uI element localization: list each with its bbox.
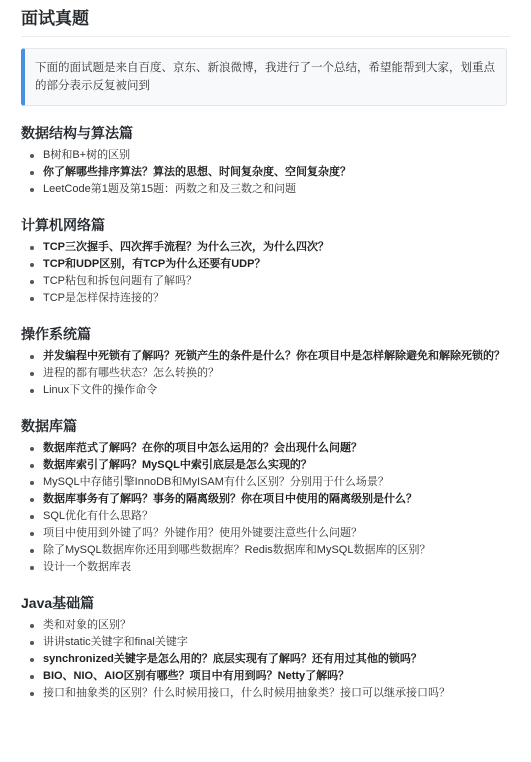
list-item: B树和B+树的区别 [43, 147, 510, 164]
notice-text: 下面的面试题是来自百度、京东、新浪微博，我进行了一个总结，希望能帮到大家，划重点的部分表示反复被问到 [35, 62, 495, 92]
list-item: 项目中使用到外键了吗？外键作用？使用外键要注意些什么问题？ [43, 525, 510, 542]
list-item: 类和对象的区别？ [43, 617, 510, 634]
question-list [21, 348, 510, 399]
section [21, 593, 510, 702]
list-item: TCP和UDP区别，有TCP为什么还要有UDP？ [43, 256, 510, 273]
list-item: SQL优化有什么思路？ [43, 508, 510, 525]
section-heading: 数据结构与算法篇 [21, 125, 133, 141]
list-item: TCP是怎样保持连接的？ [43, 290, 510, 307]
list-item: 并发编程中死锁有了解吗？死锁产生的条件是什么？你在项目中是怎样解除避免和解除死锁的？ [43, 348, 510, 365]
list-item: 设计一个数据库表 [43, 559, 510, 576]
notice-blockquote [21, 48, 507, 106]
list-item: MySQL中存储引擎InnoDB和MyISAM有什么区别？分别用于什么场景？ [43, 474, 510, 491]
question-list [21, 147, 510, 198]
list-item: synchronized关键字是怎么用的？底层实现有了解吗？还有用过其他的锁吗？ [43, 651, 510, 668]
list-item: Linux下文件的操作命令 [43, 382, 510, 399]
list-item: TCP粘包和拆包问题有了解吗？ [43, 273, 510, 290]
list-item: 进程的都有哪些状态？怎么转换的？ [43, 365, 510, 382]
list-item: 接口和抽象类的区别？什么时候用接口，什么时候用抽象类？接口可以继承接口吗？ [43, 685, 510, 702]
list-item: TCP三次握手、四次挥手流程？为什么三次，为什么四次？ [43, 239, 510, 256]
list-item: 数据库范式了解吗？在你的项目中怎么运用的？会出现什么问题？ [43, 440, 510, 457]
question-list [21, 239, 510, 307]
section-heading: 计算机网络篇 [21, 217, 105, 233]
section [21, 123, 510, 198]
list-item: 数据库事务有了解吗？事务的隔离级别？你在项目中使用的隔离级别是什么？ [43, 491, 510, 508]
list-item: LeetCode第1题及第15题：两数之和及三数之和问题 [43, 181, 510, 198]
sections-container [21, 123, 510, 702]
section-heading: 数据库篇 [21, 418, 77, 434]
list-item: BIO、NIO、AIO区别有哪些？项目中有用到吗？Netty了解吗？ [43, 668, 510, 685]
list-item: 除了MySQL数据库你还用到哪些数据库？Redis数据库和MySQL数据库的区别？ [43, 542, 510, 559]
page-title: 面试真题 [21, 8, 510, 37]
section-heading: Java基础篇 [21, 595, 95, 611]
section-heading: 操作系统篇 [21, 326, 91, 342]
section [21, 324, 510, 399]
section [21, 416, 510, 576]
question-list [21, 617, 510, 702]
question-list [21, 440, 510, 576]
list-item: 数据库索引了解吗？MySQL中索引底层是怎么实现的？ [43, 457, 510, 474]
section [21, 215, 510, 307]
list-item: 你了解哪些排序算法？算法的思想、时间复杂度、空间复杂度？ [43, 164, 510, 181]
list-item: 讲讲static关键字和final关键字 [43, 634, 510, 651]
